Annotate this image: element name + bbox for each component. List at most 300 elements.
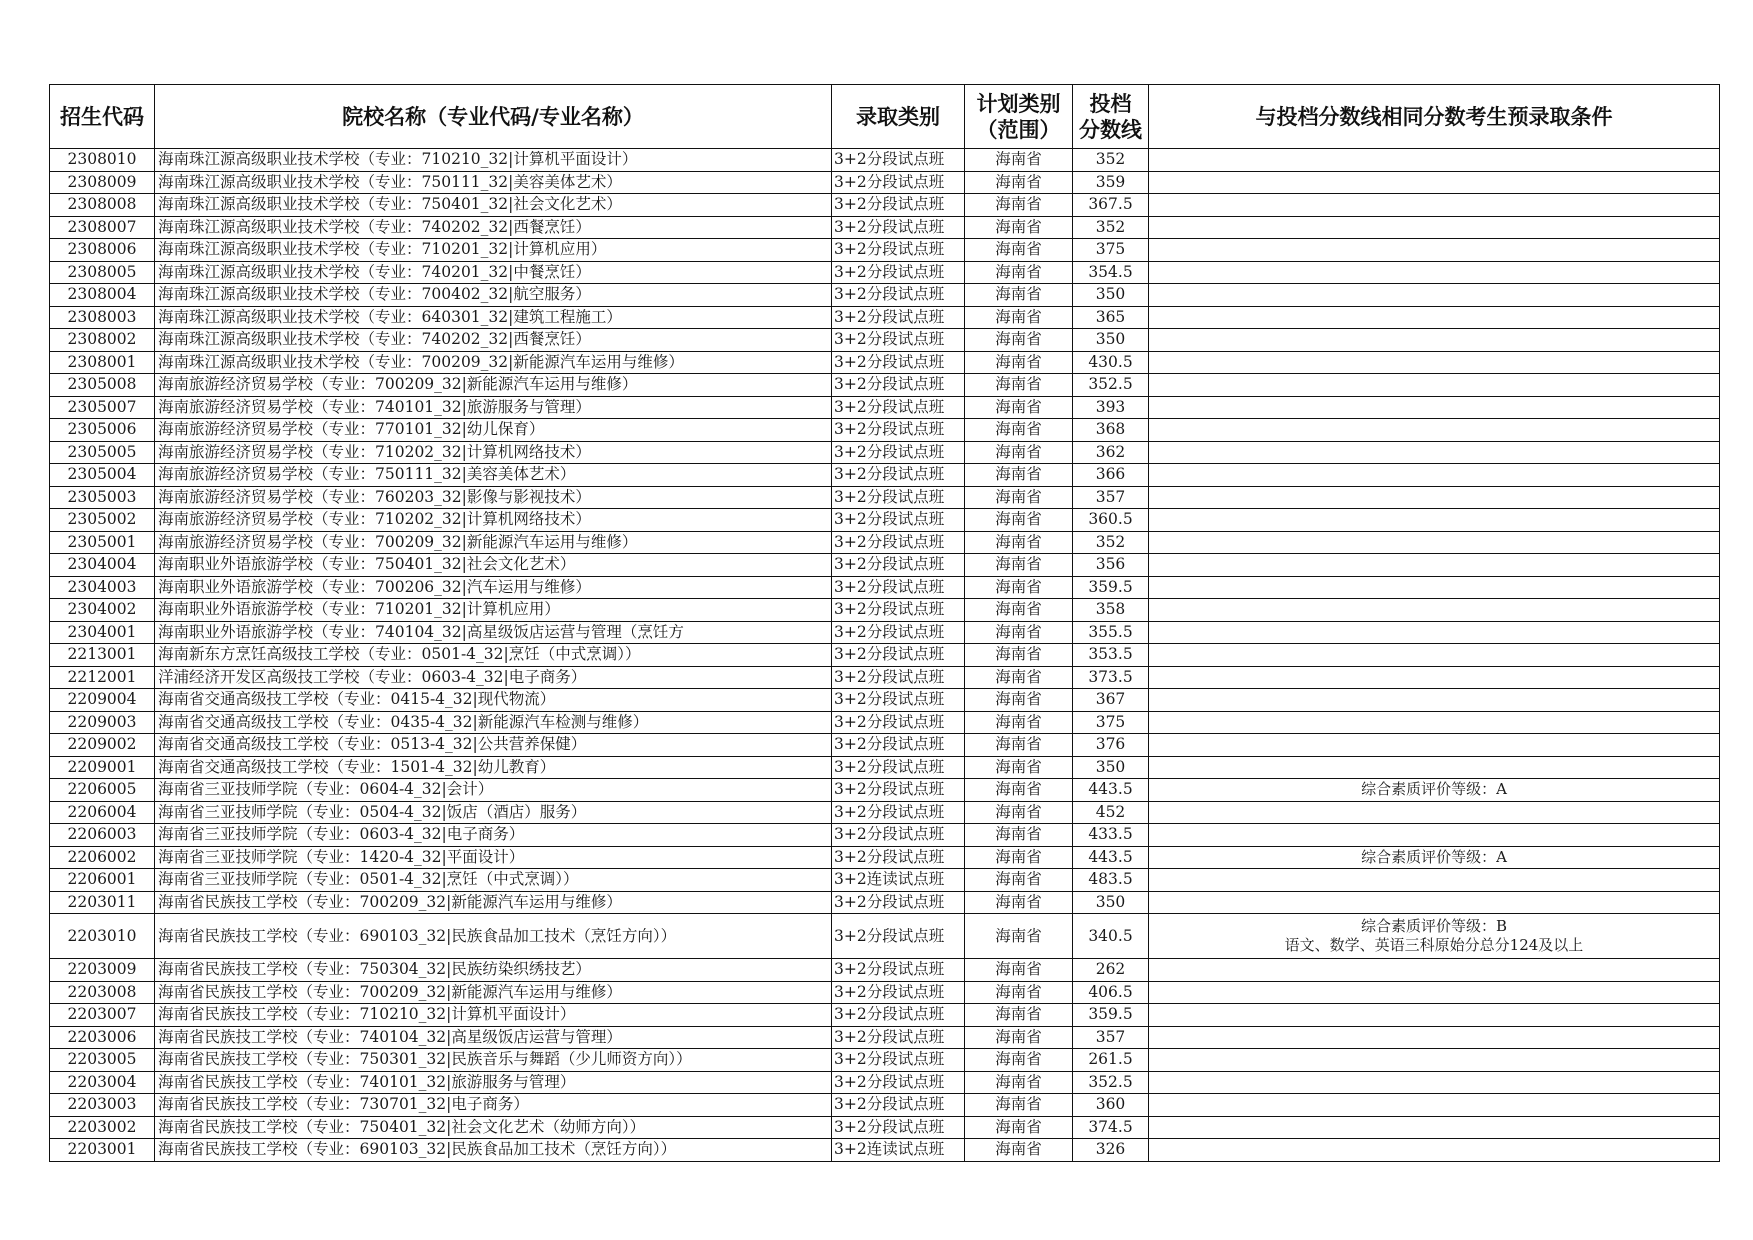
score-cell: 452: [1073, 801, 1149, 824]
table-row: [50, 441, 1720, 464]
code-cell: 2305008: [50, 374, 155, 397]
score-cell: 350: [1073, 756, 1149, 779]
code-cell: 2213001: [50, 644, 155, 667]
category-cell: 3+2分段试点班: [832, 891, 965, 914]
category-cell: 3+2分段试点班: [832, 959, 965, 982]
plan-cell: 海南省: [965, 351, 1073, 374]
school-name-cell: 海南省交通高级技工学校（专业：0415-4_32|现代物流）: [155, 689, 832, 712]
category-cell: 3+2连读试点班: [832, 1139, 965, 1162]
table-row: [50, 914, 1720, 959]
table-row: [50, 576, 1720, 599]
table-row: [50, 1004, 1720, 1027]
score-cell: 352: [1073, 531, 1149, 554]
school-name-cell: 海南职业外语旅游学校（专业：750401_32|社会文化艺术）: [155, 554, 832, 577]
plan-cell: 海南省: [965, 1094, 1073, 1117]
school-name-cell: 海南旅游经济贸易学校（专业：710202_32|计算机网络技术）: [155, 509, 832, 532]
code-cell: 2305003: [50, 486, 155, 509]
condition-cell: [1149, 576, 1720, 599]
table-row: [50, 1094, 1720, 1117]
condition-cell: [1149, 194, 1720, 217]
code-cell: 2212001: [50, 666, 155, 689]
plan-cell: 海南省: [965, 419, 1073, 442]
plan-cell: 海南省: [965, 846, 1073, 869]
condition-cell: [1149, 554, 1720, 577]
table-row: [50, 599, 1720, 622]
school-name-cell: 海南省民族技工学校（专业：750401_32|社会文化艺术（幼师方向））: [155, 1116, 832, 1139]
condition-cell: [1149, 171, 1720, 194]
score-cell: 433.5: [1073, 824, 1149, 847]
table-row: [50, 486, 1720, 509]
code-cell: 2206005: [50, 779, 155, 802]
score-cell: 357: [1073, 486, 1149, 509]
score-cell: 375: [1073, 239, 1149, 262]
category-cell: 3+2分段试点班: [832, 644, 965, 667]
condition-cell: [1149, 284, 1720, 307]
plan-cell: 海南省: [965, 824, 1073, 847]
plan-cell: 海南省: [965, 374, 1073, 397]
code-cell: 2203008: [50, 981, 155, 1004]
score-cell: 374.5: [1073, 1116, 1149, 1139]
code-cell: 2305002: [50, 509, 155, 532]
plan-cell: 海南省: [965, 1049, 1073, 1072]
condition-cell: 综合素质评价等级：A: [1149, 779, 1720, 802]
category-cell: 3+2分段试点班: [832, 621, 965, 644]
category-cell: 3+2分段试点班: [832, 284, 965, 307]
condition-cell: [1149, 1049, 1720, 1072]
code-cell: 2305007: [50, 396, 155, 419]
plan-cell: 海南省: [965, 914, 1073, 959]
school-name-cell: 海南旅游经济贸易学校（专业：750111_32|美容美体艺术）: [155, 464, 832, 487]
score-cell: 350: [1073, 891, 1149, 914]
condition-cell: [1149, 216, 1720, 239]
category-cell: 3+2分段试点班: [832, 351, 965, 374]
score-cell: 359: [1073, 171, 1149, 194]
condition-cell: [1149, 509, 1720, 532]
school-name-cell: 海南职业外语旅游学校（专业：710201_32|计算机应用）: [155, 599, 832, 622]
code-cell: 2209004: [50, 689, 155, 712]
code-cell: 2308003: [50, 306, 155, 329]
school-name-cell: 海南省民族技工学校（专业：700209_32|新能源汽车运用与维修）: [155, 891, 832, 914]
table-row: [50, 464, 1720, 487]
score-cell: 261.5: [1073, 1049, 1149, 1072]
score-cell: 357: [1073, 1026, 1149, 1049]
school-name-cell: 海南省民族技工学校（专业：730701_32|电子商务）: [155, 1094, 832, 1117]
plan-cell: 海南省: [965, 666, 1073, 689]
table-row: [50, 666, 1720, 689]
category-cell: 3+2分段试点班: [832, 486, 965, 509]
table-row: [50, 689, 1720, 712]
condition-cell: [1149, 711, 1720, 734]
school-name-cell: 海南旅游经济贸易学校（专业：710202_32|计算机网络技术）: [155, 441, 832, 464]
school-name-cell: 海南省三亚技师学院（专业：0603-4_32|电子商务）: [155, 824, 832, 847]
table-row: [50, 644, 1720, 667]
plan-cell: 海南省: [965, 801, 1073, 824]
school-name-cell: 海南省交通高级技工学校（专业：0513-4_32|公共营养保健）: [155, 734, 832, 757]
score-cell: 340.5: [1073, 914, 1149, 959]
table-row: [50, 1049, 1720, 1072]
school-name-cell: 海南省民族技工学校（专业：750304_32|民族纺染织绣技艺）: [155, 959, 832, 982]
code-cell: 2308002: [50, 329, 155, 352]
condition-cell: [1149, 1094, 1720, 1117]
condition-line-2: 语文、数学、英语三科原始分总分124及以上: [1284, 936, 1584, 954]
school-name-cell: 海南珠江源高级职业技术学校（专业：750401_32|社会文化艺术）: [155, 194, 832, 217]
code-cell: 2308005: [50, 261, 155, 284]
header-row: [50, 85, 1720, 149]
plan-cell: 海南省: [965, 644, 1073, 667]
school-name-cell: 海南旅游经济贸易学校（专业：770101_32|幼儿保育）: [155, 419, 832, 442]
category-cell: 3+2分段试点班: [832, 1004, 965, 1027]
condition-cell: [1149, 734, 1720, 757]
header-category: 录取类别: [832, 85, 965, 149]
category-cell: 3+2分段试点班: [832, 711, 965, 734]
school-name-cell: 海南省交通高级技工学校（专业：1501-4_32|幼儿教育）: [155, 756, 832, 779]
header-score-line2: 分数线: [1079, 117, 1142, 142]
table-row: [50, 824, 1720, 847]
code-cell: 2305004: [50, 464, 155, 487]
table-row: [50, 779, 1720, 802]
school-name-cell: 海南珠江源高级职业技术学校（专业：700402_32|航空服务）: [155, 284, 832, 307]
category-cell: 3+2分段试点班: [832, 216, 965, 239]
school-name-cell: 海南旅游经济贸易学校（专业：740101_32|旅游服务与管理）: [155, 396, 832, 419]
code-cell: 2209001: [50, 756, 155, 779]
code-cell: 2203009: [50, 959, 155, 982]
school-name-cell: 海南省三亚技师学院（专业：1420-4_32|平面设计）: [155, 846, 832, 869]
category-cell: 3+2分段试点班: [832, 1026, 965, 1049]
code-cell: 2304004: [50, 554, 155, 577]
table-row: [50, 329, 1720, 352]
header-condition: 与投档分数线相同分数考生预录取条件: [1149, 85, 1720, 149]
plan-cell: 海南省: [965, 261, 1073, 284]
condition-cell: [1149, 149, 1720, 172]
condition-cell: [1149, 824, 1720, 847]
plan-cell: 海南省: [965, 621, 1073, 644]
school-name-cell: 海南省三亚技师学院（专业：0501-4_32|烹饪（中式烹调））: [155, 869, 832, 892]
code-cell: 2203003: [50, 1094, 155, 1117]
table-row: [50, 981, 1720, 1004]
category-cell: 3+2分段试点班: [832, 981, 965, 1004]
condition-cell: [1149, 869, 1720, 892]
score-cell: 362: [1073, 441, 1149, 464]
code-cell: 2308007: [50, 216, 155, 239]
condition-cell: [1149, 464, 1720, 487]
code-cell: 2203001: [50, 1139, 155, 1162]
score-cell: 360: [1073, 1094, 1149, 1117]
condition-cell: [1149, 261, 1720, 284]
category-cell: 3+2分段试点班: [832, 824, 965, 847]
plan-cell: 海南省: [965, 216, 1073, 239]
plan-cell: 海南省: [965, 284, 1073, 307]
header-plan-line1: 计划类别: [976, 91, 1061, 116]
plan-cell: 海南省: [965, 171, 1073, 194]
plan-cell: 海南省: [965, 464, 1073, 487]
condition-cell: [1149, 914, 1720, 959]
condition-cell: [1149, 486, 1720, 509]
school-name-cell: 海南省三亚技师学院（专业：0604-4_32|会计）: [155, 779, 832, 802]
score-cell: 367: [1073, 689, 1149, 712]
category-cell: 3+2分段试点班: [832, 756, 965, 779]
category-cell: 3+2分段试点班: [832, 419, 965, 442]
table-row: [50, 531, 1720, 554]
school-name-cell: 海南省民族技工学校（专业：750301_32|民族音乐与舞蹈（少儿师资方向））: [155, 1049, 832, 1072]
condition-cell: [1149, 981, 1720, 1004]
score-cell: 430.5: [1073, 351, 1149, 374]
table-row: [50, 171, 1720, 194]
category-cell: 3+2分段试点班: [832, 149, 965, 172]
header-school-name: 院校名称（专业代码/专业名称）: [155, 85, 832, 149]
score-cell: 352: [1073, 149, 1149, 172]
plan-cell: 海南省: [965, 441, 1073, 464]
category-cell: 3+2分段试点班: [832, 801, 965, 824]
code-cell: 2206001: [50, 869, 155, 892]
table-row: [50, 1026, 1720, 1049]
code-cell: 2304002: [50, 599, 155, 622]
condition-cell: [1149, 666, 1720, 689]
plan-cell: 海南省: [965, 1139, 1073, 1162]
school-name-cell: 海南珠江源高级职业技术学校（专业：640301_32|建筑工程施工）: [155, 306, 832, 329]
score-cell: 354.5: [1073, 261, 1149, 284]
school-name-cell: 海南珠江源高级职业技术学校（专业：750111_32|美容美体艺术）: [155, 171, 832, 194]
category-cell: 3+2分段试点班: [832, 1116, 965, 1139]
table-row: [50, 869, 1720, 892]
category-cell: 3+2分段试点班: [832, 261, 965, 284]
condition-cell: [1149, 351, 1720, 374]
code-cell: 2203006: [50, 1026, 155, 1049]
plan-cell: 海南省: [965, 329, 1073, 352]
category-cell: 3+2分段试点班: [832, 554, 965, 577]
code-cell: 2209002: [50, 734, 155, 757]
score-cell: 350: [1073, 329, 1149, 352]
category-cell: 3+2分段试点班: [832, 779, 965, 802]
plan-cell: 海南省: [965, 486, 1073, 509]
school-name-cell: 海南省民族技工学校（专业：690103_32|民族食品加工技术（烹饪方向））: [155, 1139, 832, 1162]
plan-cell: 海南省: [965, 599, 1073, 622]
condition-line-1: 综合素质评价等级：B: [1360, 917, 1508, 935]
school-name-cell: 海南珠江源高级职业技术学校（专业：710210_32|计算机平面设计）: [155, 149, 832, 172]
plan-cell: 海南省: [965, 194, 1073, 217]
score-cell: 406.5: [1073, 981, 1149, 1004]
code-cell: 2203007: [50, 1004, 155, 1027]
category-cell: 3+2分段试点班: [832, 914, 965, 959]
condition-cell: [1149, 419, 1720, 442]
score-cell: 443.5: [1073, 846, 1149, 869]
table-row: [50, 891, 1720, 914]
condition-cell: [1149, 531, 1720, 554]
plan-cell: 海南省: [965, 396, 1073, 419]
table-row: [50, 396, 1720, 419]
score-cell: 368: [1073, 419, 1149, 442]
category-cell: 3+2连读试点班: [832, 869, 965, 892]
condition-cell: [1149, 1071, 1720, 1094]
code-cell: 2305005: [50, 441, 155, 464]
code-cell: 2304003: [50, 576, 155, 599]
score-cell: 367.5: [1073, 194, 1149, 217]
code-cell: 2308008: [50, 194, 155, 217]
school-name-cell: 海南省民族技工学校（专业：690103_32|民族食品加工技术（烹饪方向））: [155, 914, 832, 959]
table-row: [50, 801, 1720, 824]
school-name-cell: 海南珠江源高级职业技术学校（专业：740202_32|西餐烹饪）: [155, 216, 832, 239]
category-cell: 3+2分段试点班: [832, 734, 965, 757]
score-cell: 366: [1073, 464, 1149, 487]
table-body: [50, 149, 1720, 1162]
score-cell: 352.5: [1073, 1071, 1149, 1094]
school-name-cell: 海南新东方烹饪高级技工学校（专业：0501-4_32|烹饪（中式烹调））: [155, 644, 832, 667]
plan-cell: 海南省: [965, 959, 1073, 982]
plan-cell: 海南省: [965, 239, 1073, 262]
table-row: [50, 216, 1720, 239]
score-cell: 262: [1073, 959, 1149, 982]
score-cell: 350: [1073, 284, 1149, 307]
table-row: [50, 261, 1720, 284]
plan-cell: 海南省: [965, 869, 1073, 892]
school-name-cell: 海南珠江源高级职业技术学校（专业：700209_32|新能源汽车运用与维修）: [155, 351, 832, 374]
code-cell: 2304001: [50, 621, 155, 644]
condition-cell: 综合素质评价等级：A: [1149, 846, 1720, 869]
category-cell: 3+2分段试点班: [832, 599, 965, 622]
condition-cell: [1149, 959, 1720, 982]
score-cell: 360.5: [1073, 509, 1149, 532]
table-row: [50, 351, 1720, 374]
category-cell: 3+2分段试点班: [832, 689, 965, 712]
school-name-cell: 海南省交通高级技工学校（专业：0435-4_32|新能源汽车检测与维修）: [155, 711, 832, 734]
school-name-cell: 海南省民族技工学校（专业：710210_32|计算机平面设计）: [155, 1004, 832, 1027]
school-name-cell: 海南旅游经济贸易学校（专业：700209_32|新能源汽车运用与维修）: [155, 531, 832, 554]
category-cell: 3+2分段试点班: [832, 509, 965, 532]
score-cell: 326: [1073, 1139, 1149, 1162]
table-row: [50, 621, 1720, 644]
table-row: [50, 1071, 1720, 1094]
school-name-cell: 海南旅游经济贸易学校（专业：700209_32|新能源汽车运用与维修）: [155, 374, 832, 397]
school-name-cell: 海南旅游经济贸易学校（专业：760203_32|影像与影视技术）: [155, 486, 832, 509]
code-cell: 2308006: [50, 239, 155, 262]
table-row: [50, 284, 1720, 307]
condition-cell: [1149, 1116, 1720, 1139]
code-cell: 2206003: [50, 824, 155, 847]
plan-cell: 海南省: [965, 149, 1073, 172]
plan-cell: 海南省: [965, 1116, 1073, 1139]
category-cell: 3+2分段试点班: [832, 306, 965, 329]
school-name-cell: 海南珠江源高级职业技术学校（专业：740201_32|中餐烹饪）: [155, 261, 832, 284]
condition-cell: [1149, 689, 1720, 712]
table-row: [50, 1116, 1720, 1139]
condition-cell: [1149, 396, 1720, 419]
plan-cell: 海南省: [965, 981, 1073, 1004]
plan-cell: 海南省: [965, 1071, 1073, 1094]
score-cell: 373.5: [1073, 666, 1149, 689]
score-cell: 365: [1073, 306, 1149, 329]
category-cell: 3+2分段试点班: [832, 464, 965, 487]
score-cell: 358: [1073, 599, 1149, 622]
table-row: [50, 846, 1720, 869]
condition-cell: [1149, 1004, 1720, 1027]
table-row: [50, 756, 1720, 779]
score-cell: 483.5: [1073, 869, 1149, 892]
score-cell: 356: [1073, 554, 1149, 577]
header-score: [1073, 85, 1149, 149]
condition-cell: [1149, 599, 1720, 622]
plan-cell: 海南省: [965, 734, 1073, 757]
condition-cell: [1149, 306, 1720, 329]
admission-score-sheet: [49, 84, 1719, 1162]
category-cell: 3+2分段试点班: [832, 239, 965, 262]
category-cell: 3+2分段试点班: [832, 666, 965, 689]
table-row: [50, 239, 1720, 262]
header-code: 招生代码: [50, 85, 155, 149]
plan-cell: 海南省: [965, 576, 1073, 599]
score-cell: 352.5: [1073, 374, 1149, 397]
header-plan: [965, 85, 1073, 149]
plan-cell: 海南省: [965, 891, 1073, 914]
table-row: [50, 149, 1720, 172]
table-row: [50, 306, 1720, 329]
school-name-cell: 海南省民族技工学校（专业：740104_32|高星级饭店运营与管理）: [155, 1026, 832, 1049]
condition-cell: [1149, 801, 1720, 824]
school-name-cell: 海南省民族技工学校（专业：740101_32|旅游服务与管理）: [155, 1071, 832, 1094]
admission-table: [49, 84, 1720, 1162]
category-cell: 3+2分段试点班: [832, 171, 965, 194]
table-row: [50, 554, 1720, 577]
condition-cell: [1149, 1139, 1720, 1162]
table-row: [50, 711, 1720, 734]
category-cell: 3+2分段试点班: [832, 1049, 965, 1072]
condition-cell: [1149, 374, 1720, 397]
condition-cell: [1149, 329, 1720, 352]
score-cell: 443.5: [1073, 779, 1149, 802]
condition-cell: [1149, 621, 1720, 644]
plan-cell: 海南省: [965, 711, 1073, 734]
category-cell: 3+2分段试点班: [832, 194, 965, 217]
score-cell: 393: [1073, 396, 1149, 419]
code-cell: 2203004: [50, 1071, 155, 1094]
table-row: [50, 419, 1720, 442]
plan-cell: 海南省: [965, 1004, 1073, 1027]
school-name-cell: 海南珠江源高级职业技术学校（专业：710201_32|计算机应用）: [155, 239, 832, 262]
score-cell: 376: [1073, 734, 1149, 757]
category-cell: 3+2分段试点班: [832, 531, 965, 554]
table-row: [50, 374, 1720, 397]
category-cell: 3+2分段试点班: [832, 441, 965, 464]
category-cell: 3+2分段试点班: [832, 576, 965, 599]
school-name-cell: 洋浦经济开发区高级技工学校（专业：0603-4_32|电子商务）: [155, 666, 832, 689]
table-row: [50, 194, 1720, 217]
header-score-line1: 投档: [1089, 91, 1132, 116]
table-row: [50, 1139, 1720, 1162]
condition-cell: [1149, 891, 1720, 914]
condition-cell: [1149, 441, 1720, 464]
table-row: [50, 509, 1720, 532]
plan-cell: 海南省: [965, 779, 1073, 802]
code-cell: 2206004: [50, 801, 155, 824]
school-name-cell: 海南职业外语旅游学校（专业：740104_32|高星级饭店运营与管理（烹饪方: [155, 621, 832, 644]
category-cell: 3+2分段试点班: [832, 846, 965, 869]
plan-cell: 海南省: [965, 1026, 1073, 1049]
table-row: [50, 734, 1720, 757]
code-cell: 2308009: [50, 171, 155, 194]
school-name-cell: 海南省三亚技师学院（专业：0504-4_32|饭店（酒店）服务）: [155, 801, 832, 824]
score-cell: 355.5: [1073, 621, 1149, 644]
plan-cell: 海南省: [965, 756, 1073, 779]
school-name-cell: 海南珠江源高级职业技术学校（专业：740202_32|西餐烹饪）: [155, 329, 832, 352]
plan-cell: 海南省: [965, 306, 1073, 329]
condition-cell: [1149, 644, 1720, 667]
plan-cell: 海南省: [965, 509, 1073, 532]
category-cell: 3+2分段试点班: [832, 329, 965, 352]
code-cell: 2308004: [50, 284, 155, 307]
score-cell: 359.5: [1073, 576, 1149, 599]
score-cell: 359.5: [1073, 1004, 1149, 1027]
code-cell: 2308010: [50, 149, 155, 172]
school-name-cell: 海南省民族技工学校（专业：700209_32|新能源汽车运用与维修）: [155, 981, 832, 1004]
code-cell: 2308001: [50, 351, 155, 374]
